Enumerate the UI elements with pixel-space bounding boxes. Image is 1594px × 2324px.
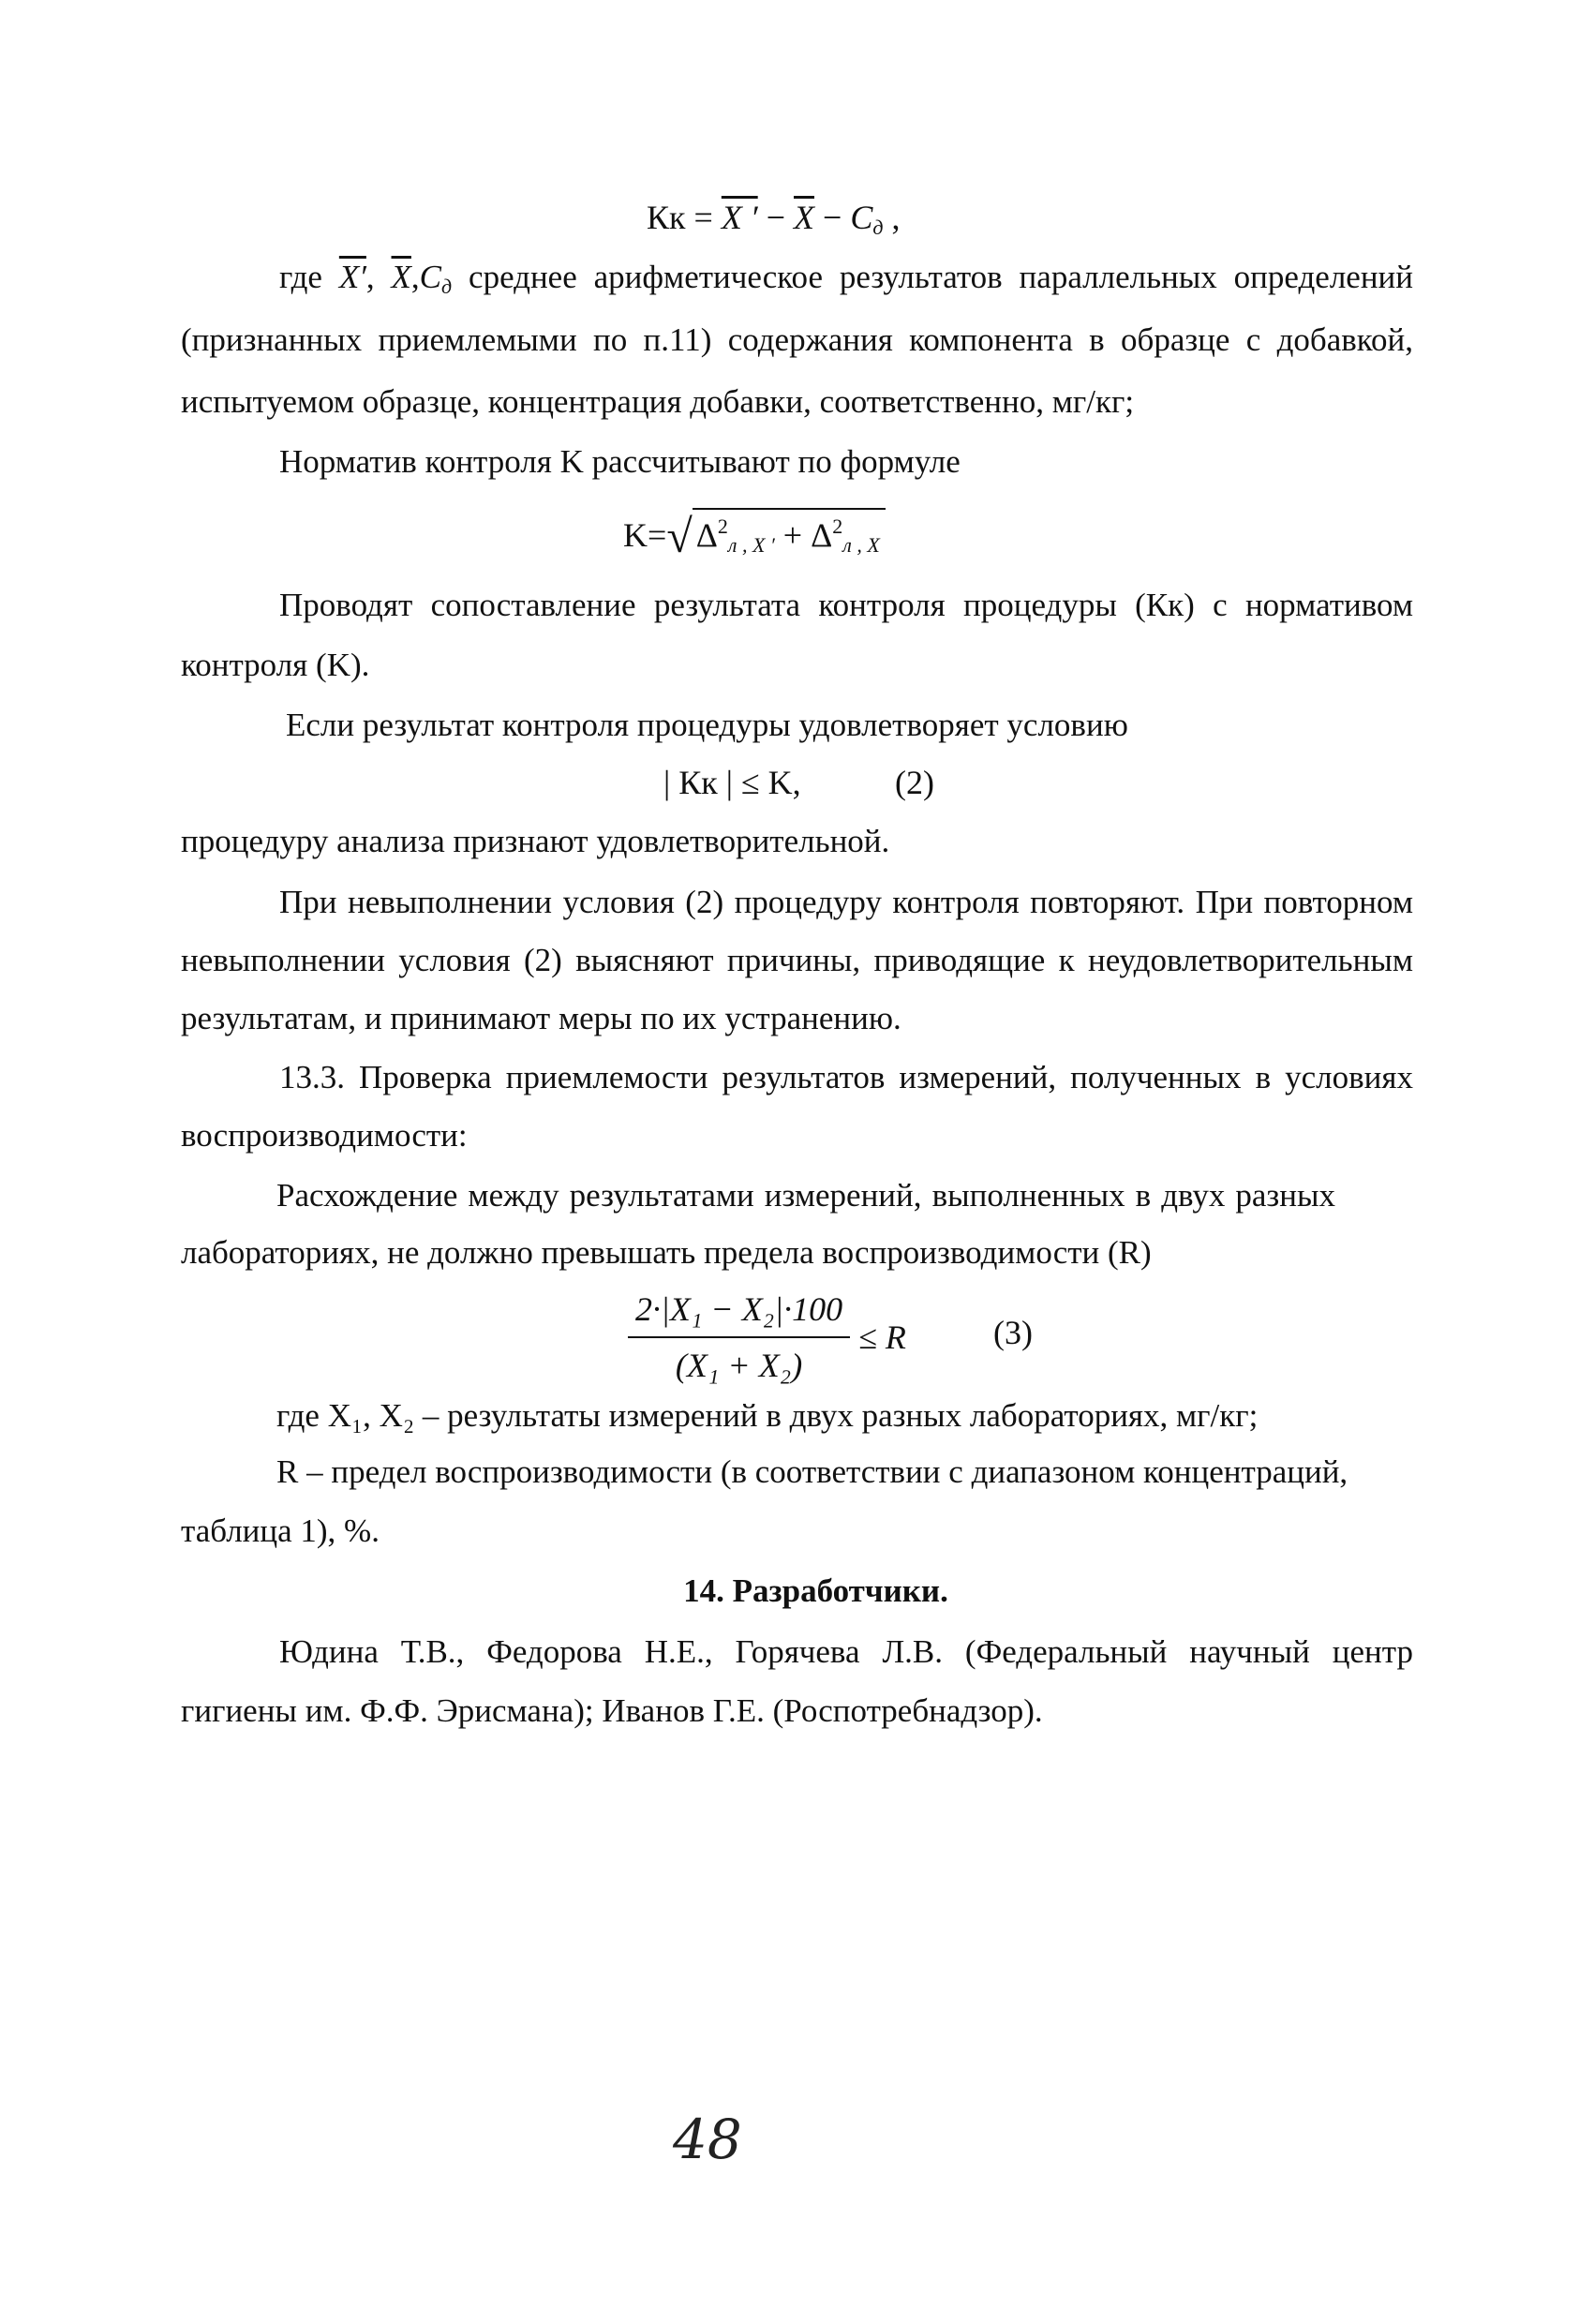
equation-kk-term3: C — [850, 199, 873, 236]
paragraph-repeat-line1: При невыполнении условия (2) процедуру контроля повторяют. При повторном — [279, 884, 1413, 920]
equation-k-delta1: Δ — [695, 516, 718, 554]
definitions-c-sub: д — [441, 275, 453, 298]
equation-3-denominator: (X₁ + X₂) — [675, 1347, 803, 1384]
equation-k-plus: + — [774, 516, 812, 554]
equation-2 — [663, 757, 801, 808]
equation-kk — [647, 192, 900, 243]
paragraph-discrepancy-line1: Расхождение между результатами измерений, выполненных в двух разных — [276, 1177, 1335, 1214]
equation-k-delta2: Δ — [811, 516, 833, 554]
paragraph-repeat-line2: невыполнении условия (2) выясняют причины, приводящие к неудовлетворительным — [181, 942, 1413, 978]
equation-k-delta2-sub: л , X — [842, 533, 880, 557]
paragraph-section-13-3-line2: воспроизводимости: — [181, 1117, 468, 1154]
paragraph-r-line2: таблица 1), %. — [181, 1512, 380, 1549]
definitions-text: среднее арифметическое результатов параллельных определений — [469, 259, 1414, 295]
paragraph-discrepancy-line2: лабораториях, не должно превышать предела воспроизводимости (R) — [181, 1234, 1152, 1271]
equation-kk-op2: − — [814, 199, 851, 236]
page-number-handwritten: 48 — [673, 2108, 742, 2171]
paragraph-repeat-line3: результатам, и принимают меры по их устранению. — [181, 1000, 901, 1036]
equation-3 — [628, 1284, 906, 1391]
paragraph-norm: Норматив контроля K рассчитывают по формуле — [279, 443, 961, 480]
paragraph-r-line1: R – предел воспроизводимости (в соответствии с диапазоном концентраций, — [276, 1453, 1348, 1490]
equation-kk-tail: , — [883, 199, 901, 236]
section-heading-developers: 14. Разработчики. — [683, 1572, 948, 1609]
paragraph-compare-line1: Проводят сопоставление результата контроля процедуры (Кк) с нормативом — [279, 587, 1413, 623]
definitions-x-prime: X′ — [338, 259, 366, 295]
paragraph-developers-line1: Юдина Т.В., Федорова Н.Е., Горячева Л.В. (Федеральный научный центр — [279, 1633, 1413, 1670]
equation-3-relation: ≤ R — [858, 1318, 906, 1356]
equation-kk-term1: X ′ — [721, 199, 758, 236]
equation-2-expr: | Кк | ≤ K, — [663, 764, 801, 801]
sqrt-icon: √ — [666, 510, 693, 562]
equation-k — [623, 501, 886, 572]
definitions-where: где — [279, 259, 322, 295]
equation-kk-term2: $\overline{X}$ — [794, 199, 814, 236]
equation-3-number: (3) — [993, 1314, 1033, 1351]
paragraph-satisfactory: процедуру анализа признают удовлетворительной. — [181, 823, 890, 859]
equation-2-number: (2) — [895, 764, 934, 801]
paragraph-condition: Если результат контроля процедуры удовлетворяет условию — [286, 707, 1128, 743]
paragraph-compare-line2: контроля (K). — [181, 647, 370, 683]
equation-k-radicand — [693, 508, 886, 560]
paragraph-definitions-line3: испытуемом образце, концентрация добавки, соответственно, мг/кг; — [181, 383, 1135, 420]
paragraph-definitions-line1: где X′, $\overline{X},C_д$ среднее арифметическое результатов параллельных определений — [279, 259, 1414, 298]
equation-3-numerator: 2·|X₁ − X₂|·100 — [628, 1284, 850, 1338]
equation-kk-lhs: Кк = — [647, 199, 713, 236]
equation-k-delta2-sup: 2 — [832, 514, 843, 538]
paragraph-section-13-3-line1: 13.3. Проверка приемлемости результатов измерений, полученных в условиях — [279, 1059, 1413, 1095]
equation-kk-term3-sub: д — [872, 216, 884, 239]
definitions-x-bar: $\overline{X}$ — [391, 259, 411, 295]
equation-k-delta1-sup: 2 — [717, 514, 728, 538]
paragraph-definitions-line2: (признанных приемлемыми по п.11) содержания компонента в образце с добавкой, — [181, 321, 1413, 358]
equation-3-fraction — [628, 1284, 850, 1391]
definitions-c: C — [419, 259, 442, 295]
paragraph-where-x: где X₁, X₂ – результаты измерений в двух разных лабораториях, мг/кг; — [276, 1397, 1259, 1434]
paragraph-developers-line2: гигиены им. Ф.Ф. Эрисмана); Иванов Г.Е. (Роспотребнадзор). — [181, 1692, 1043, 1729]
equation-k-delta1-sub: л , X ′ — [727, 533, 775, 557]
equation-kk-op1: − — [757, 199, 794, 236]
equation-k-lhs: K= — [623, 516, 667, 554]
